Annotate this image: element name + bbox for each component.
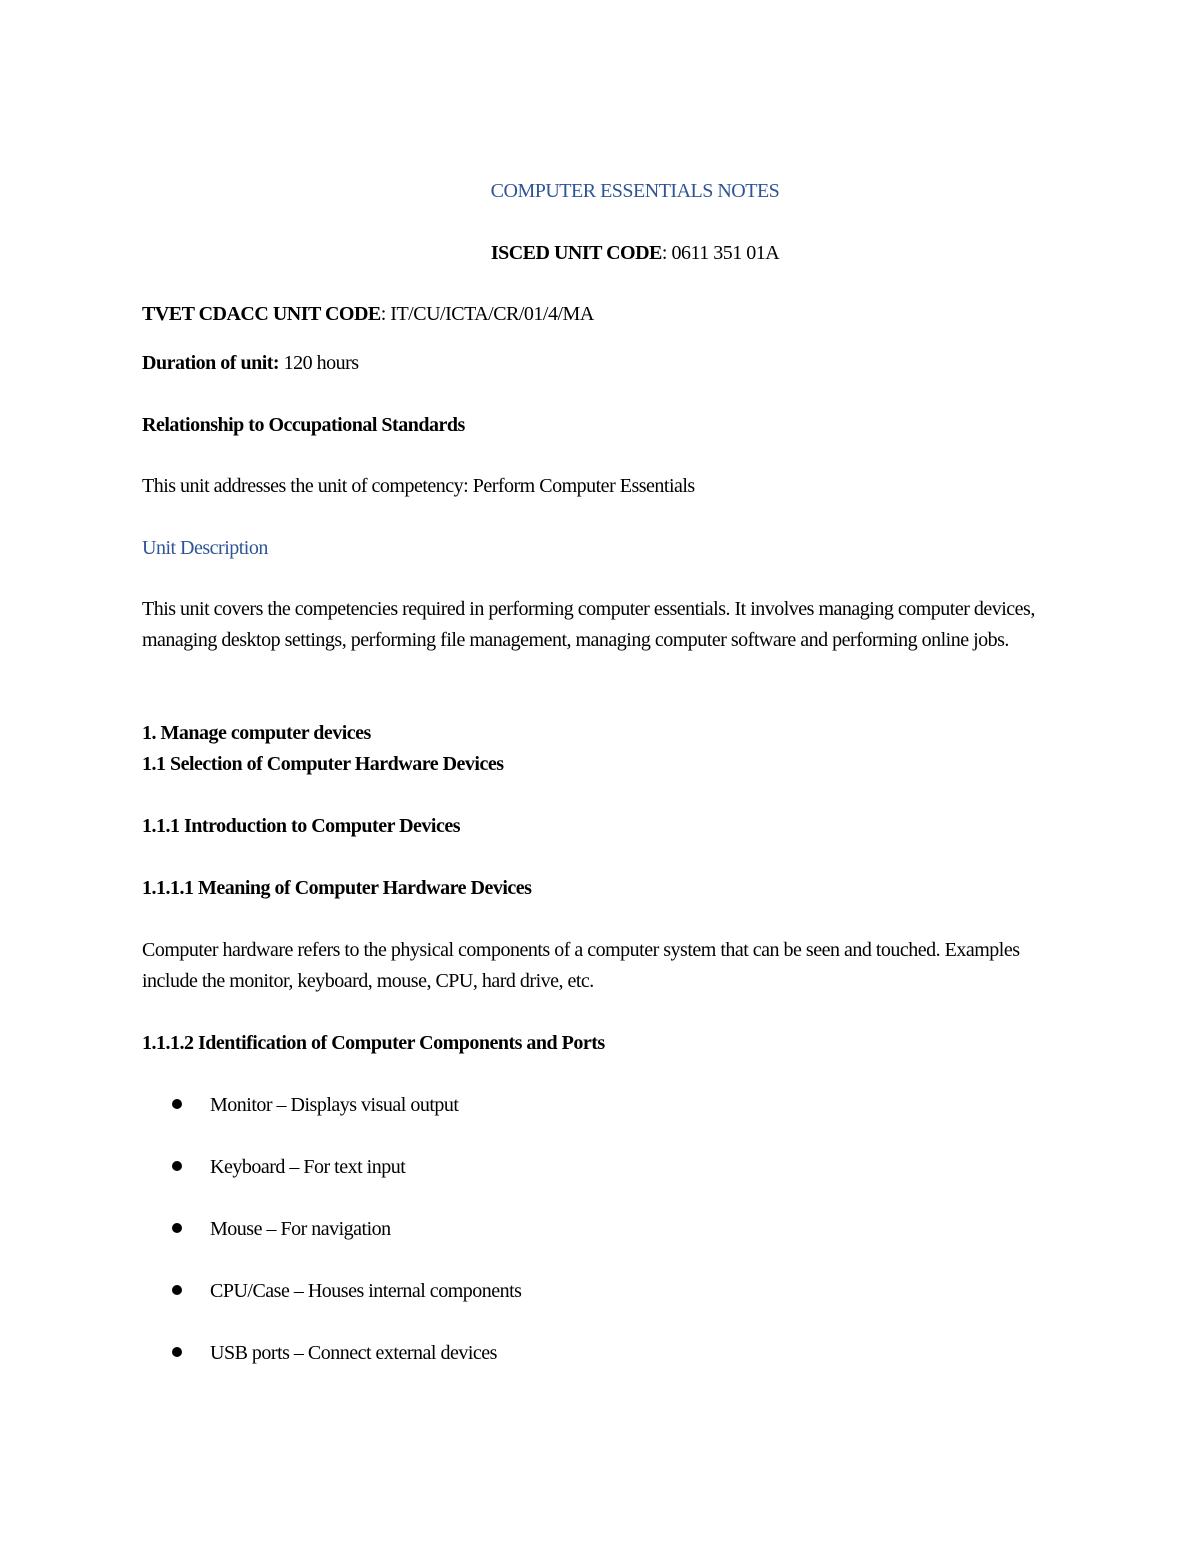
component-keyboard: Keyboard – For text input (210, 1156, 406, 1178)
section-1-1-1-heading: 1.1.1 Introduction to Computer Devices (142, 815, 461, 837)
section-1-1-1-2-heading: 1.1.1.2 Identification of Computer Components and Ports (142, 1032, 605, 1054)
tvet-label: TVET CDACC UNIT CODE (142, 303, 381, 325)
list-item (172, 1152, 405, 1183)
tvet-value: : IT/CU/ICTA/CR/01/4/MA (380, 303, 594, 325)
list-item (172, 1214, 391, 1245)
bullet-icon (172, 1161, 182, 1171)
section-1-1-1-1-heading: 1.1.1.1 Meaning of Computer Hardware Devices (142, 877, 532, 899)
relationship-text: This unit addresses the unit of competency: Perform Computer Essentials (142, 475, 695, 497)
hardware-text: Computer hardware refers to the physical components of a computer system that can be seen and touched. Examples include the monitor, keyboard, mouse, CPU, hard drive, etc. (142, 939, 1020, 992)
component-monitor: Monitor – Displays visual output (210, 1094, 459, 1116)
component-mouse: Mouse – For navigation (210, 1218, 391, 1240)
duration-line (142, 348, 359, 379)
unit-description-heading: Unit Description (142, 537, 268, 559)
duration-label: Duration of unit: (142, 352, 280, 374)
bullet-icon (172, 1285, 182, 1295)
bullet-icon (172, 1099, 182, 1109)
bullet-icon (172, 1223, 182, 1233)
list-item (172, 1090, 458, 1121)
isced-value: : 0611 351 01A (661, 242, 780, 264)
unit-description-text: This unit covers the competencies required in performing computer essentials. It involves managing computer devices, managing desktop settings, performing file management, managing computer software and performing online jobs. (142, 598, 1035, 651)
tvet-unit-code-line (142, 299, 594, 330)
bullet-icon (172, 1347, 182, 1357)
list-item (172, 1276, 521, 1307)
component-cpu: CPU/Case – Houses internal components (210, 1280, 522, 1302)
section-1-1-heading: 1.1 Selection of Computer Hardware Devices (142, 753, 504, 775)
section-1-heading: 1. Manage computer devices (142, 722, 371, 744)
document-title: COMPUTER ESSENTIALS NOTES (490, 180, 780, 202)
isced-label: ISCED UNIT CODE (490, 242, 662, 264)
duration-value: 120 hours (279, 352, 359, 374)
isced-unit-code-line (0, 238, 1200, 269)
list-item (172, 1338, 497, 1369)
component-usb: USB ports – Connect external devices (210, 1342, 497, 1364)
relationship-heading: Relationship to Occupational Standards (142, 414, 465, 436)
